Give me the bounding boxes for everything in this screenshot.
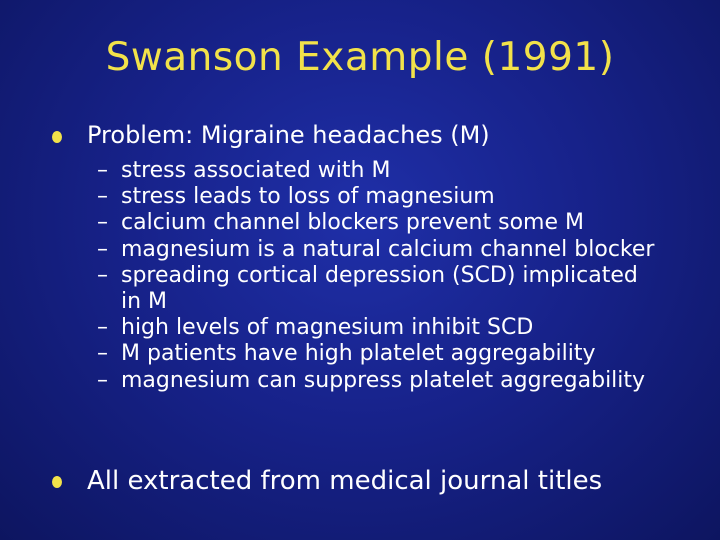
sub-bullet <box>97 210 661 236</box>
dash-marker: – <box>97 341 108 367</box>
sub-bullet-text: magnesium can suppress platelet aggregability <box>121 367 646 393</box>
sub-bullet-text: high levels of magnesium inhibit SCD <box>121 315 534 341</box>
bullet-problem <box>52 120 490 150</box>
dash-marker: – <box>97 184 108 210</box>
slide-title: Swanson Example (1991) <box>105 35 615 80</box>
sub-bullet <box>97 263 661 315</box>
sub-bullet <box>97 368 661 394</box>
sub-bullet <box>97 315 661 341</box>
sub-bullet-text: stress leads to loss of magnesium <box>121 184 495 210</box>
bullet-text: All extracted from medical journal titles <box>87 466 603 496</box>
sub-bullet <box>97 341 661 367</box>
sub-bullet-text: M patients have high platelet aggregability <box>121 341 596 367</box>
sub-bullet <box>97 158 661 184</box>
dash-marker: – <box>97 236 108 262</box>
sub-bullet <box>97 237 661 263</box>
dash-marker: – <box>97 315 108 341</box>
bullet-source <box>52 465 602 497</box>
bullet-dot-icon <box>52 131 62 143</box>
dash-marker: – <box>97 210 108 236</box>
dash-marker: – <box>97 158 108 183</box>
sub-bullet-text: stress associated with M <box>121 158 391 183</box>
dash-marker: – <box>97 262 108 288</box>
sub-bullet-list <box>97 158 661 394</box>
sub-bullet <box>97 184 661 210</box>
bullet-text: Problem: Migraine headaches (M) <box>87 121 490 149</box>
sub-bullet-text: magnesium is a natural calcium channel blocker <box>121 236 655 262</box>
bullet-dot-icon <box>52 476 62 488</box>
sub-bullet-text: calcium channel blockers prevent some M <box>121 210 584 236</box>
dash-marker: – <box>97 367 108 393</box>
sub-bullet-text: spreading cortical depression (SCD) implicated in M <box>121 262 638 315</box>
